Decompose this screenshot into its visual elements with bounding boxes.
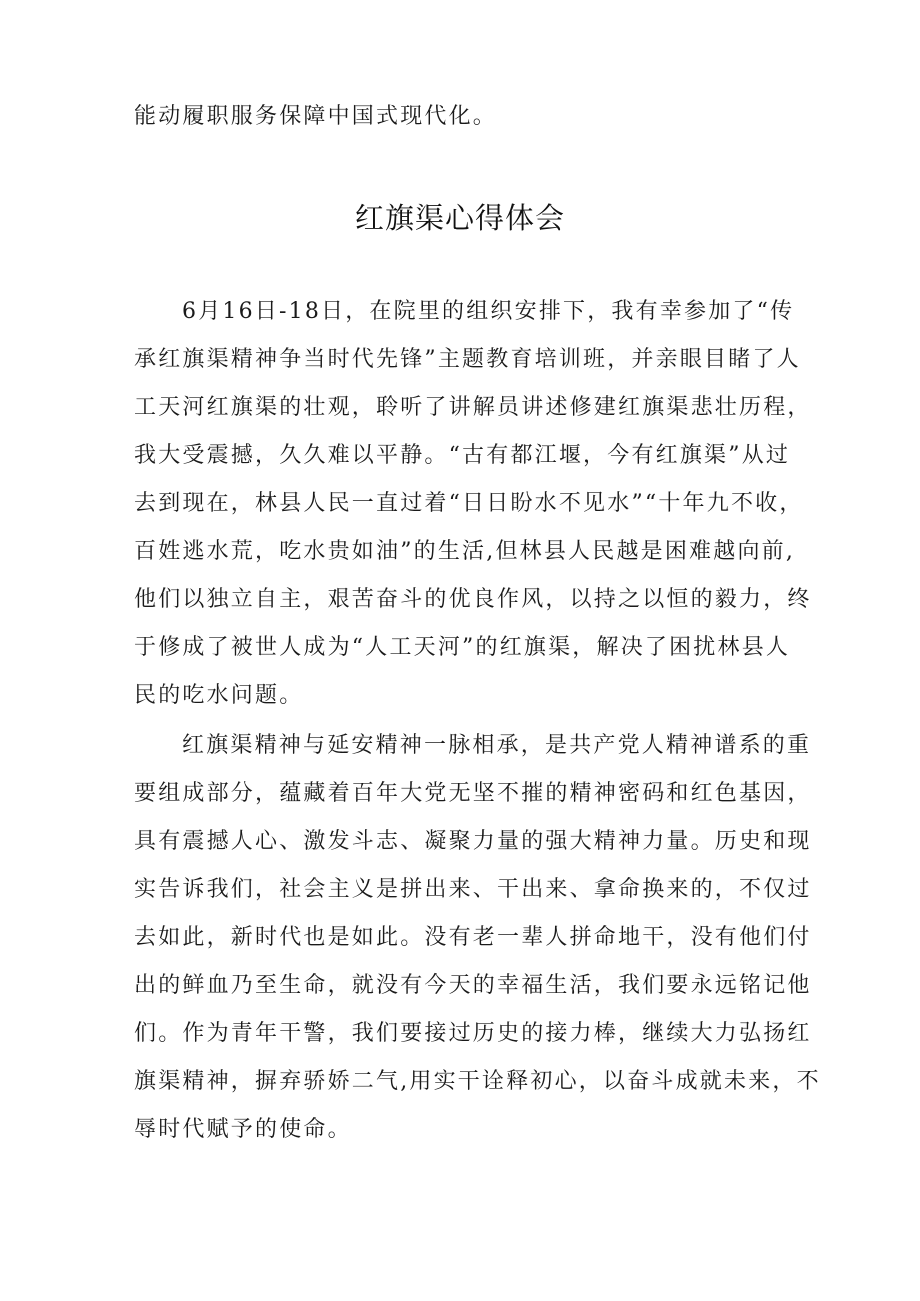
paragraph-line: 红旗渠精神与延安精神一脉相承，是共产党人精神谱系的重	[182, 733, 812, 758]
paragraph-line: 们。作为青年干警，我们要接过历史的接力棒，继续大力弘扬红	[134, 1021, 812, 1046]
paragraph-line: 出的鲜血乃至生命，就没有今天的幸福生活，我们要永远铭记他	[134, 973, 812, 998]
paragraph-line: 他们以独立自主，艰苦奋斗的优良作风，以持之以恒的毅力，终	[134, 587, 812, 612]
carryover-line: 能动履职服务保障中国式现代化。	[134, 104, 498, 129]
paragraph-line: 我大受震撼，久久难以平静。“古有都江堰，今有红旗渠”从过	[134, 443, 791, 468]
paragraph-line: 6月16日-18日，在院里的组织安排下，我有幸参加了“传	[182, 299, 795, 324]
paragraph-line: 具有震撼人心、激发斗志、凝聚力量的强大精神力量。历史和现	[134, 829, 812, 854]
paragraph-line: 去到现在，林县人民一直过着“日日盼水不见水”“十年九不收，	[134, 491, 804, 516]
paragraph-line: 实告诉我们，社会主义是拼出来、干出来、拿命换来的，不仅过	[134, 877, 812, 902]
page-title: 红旗渠心得体会	[354, 201, 565, 235]
paragraph-line: 辱时代赋予的使命。	[134, 1117, 352, 1142]
paragraph-line: 去如此，新时代也是如此。没有老一辈人拼命地干，没有他们付	[134, 925, 812, 950]
paragraph-line: 民的吃水问题。	[134, 683, 304, 708]
paragraph-line: 旗渠精神，摒弃骄娇二气,用实干诠释初心，以奋斗成就未来，不	[134, 1069, 821, 1094]
paragraph-line: 要组成部分，蕴藏着百年大党无坚不摧的精神密码和红色基因，	[134, 781, 812, 806]
paragraph-line: 工天河红旗渠的壮观，聆听了讲解员讲述修建红旗渠悲壮历程，	[134, 395, 812, 420]
paragraph-line: 于修成了被世人成为“人工天河”的红旗渠，解决了困扰林县人	[134, 635, 791, 660]
paragraph-line: 百姓逃水荒，吃水贵如油”的生活,但林县人民越是困难越向前,	[134, 539, 796, 564]
paragraph-line: 承红旗渠精神争当时代先锋”主题教育培训班，并亲眼目睹了人	[134, 347, 801, 372]
